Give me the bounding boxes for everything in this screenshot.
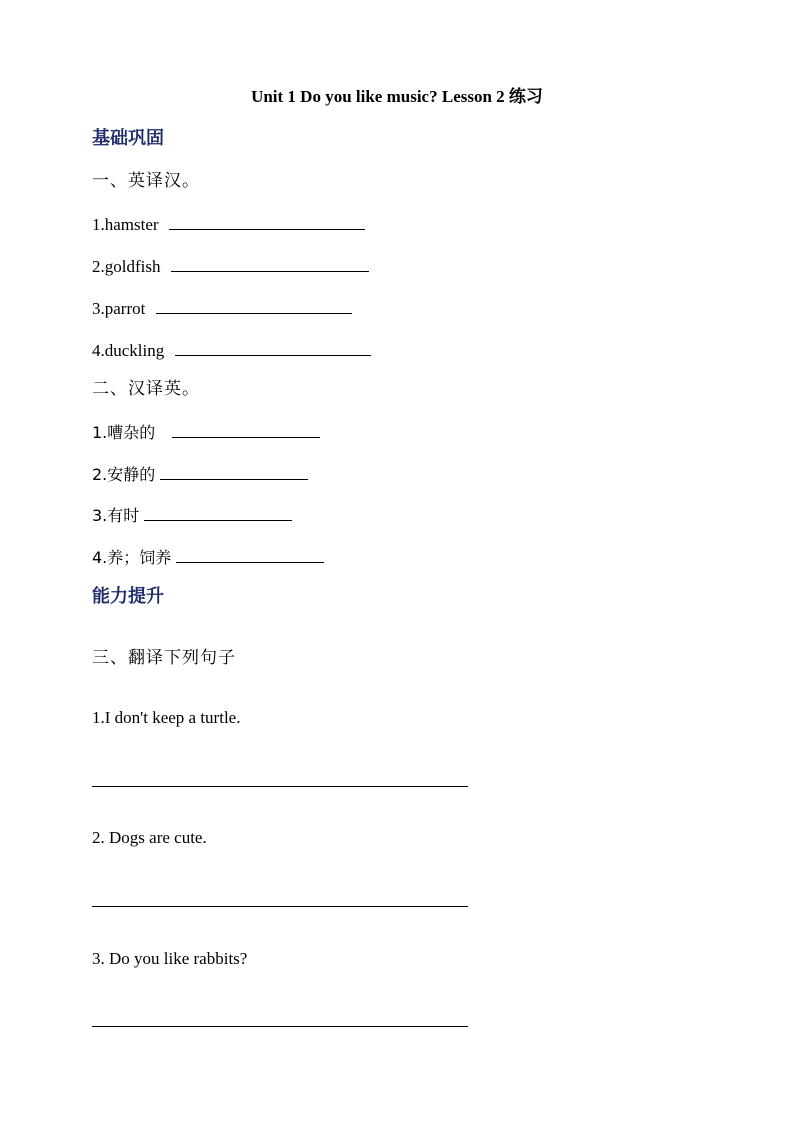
- exercise-item: [92, 254, 369, 278]
- sentence-item: 3. Do you like rabbits?: [92, 949, 248, 968]
- item-label: 4.养；饲养: [92, 548, 172, 567]
- answer-line[interactable]: [92, 786, 468, 787]
- answer-blank[interactable]: [171, 254, 369, 272]
- sentence-item: 1.I don't keep a turtle.: [92, 708, 241, 727]
- answer-line[interactable]: [92, 1026, 468, 1027]
- item-label: 2.安静的: [92, 465, 156, 484]
- part2-heading: 二、汉译英。: [92, 379, 200, 399]
- item-label: 1.嘈杂的: [92, 423, 156, 442]
- answer-blank[interactable]: [169, 212, 365, 230]
- item-label: 1.hamster: [92, 215, 159, 234]
- answer-blank[interactable]: [175, 338, 371, 356]
- exercise-item: [92, 545, 324, 569]
- answer-blank[interactable]: [172, 420, 320, 438]
- answer-blank[interactable]: [160, 462, 308, 480]
- answer-blank[interactable]: [156, 296, 352, 314]
- item-label: 3.有时: [92, 506, 140, 525]
- exercise-item: [92, 503, 292, 527]
- part1-heading: 一、英译汉。: [92, 171, 200, 191]
- answer-line[interactable]: [92, 906, 468, 907]
- sentence-item: 2. Dogs are cute.: [92, 828, 207, 847]
- answer-blank[interactable]: [176, 545, 324, 563]
- page-title: Unit 1 Do you like music? Lesson 2 练习: [251, 87, 543, 106]
- item-label: 2.goldfish: [92, 257, 161, 276]
- item-label: 3.parrot: [92, 299, 146, 318]
- exercise-item: [92, 338, 371, 362]
- exercise-item: [92, 296, 352, 320]
- exercise-item: [92, 212, 365, 236]
- section-heading-advanced: 能力提升: [92, 586, 164, 607]
- part3-heading: 三、翻译下列句子: [92, 648, 236, 668]
- section-heading-basic: 基础巩固: [92, 128, 164, 149]
- item-label: 4.duckling: [92, 341, 165, 360]
- exercise-item: [92, 420, 320, 444]
- answer-blank[interactable]: [144, 503, 292, 521]
- exercise-item: [92, 462, 308, 486]
